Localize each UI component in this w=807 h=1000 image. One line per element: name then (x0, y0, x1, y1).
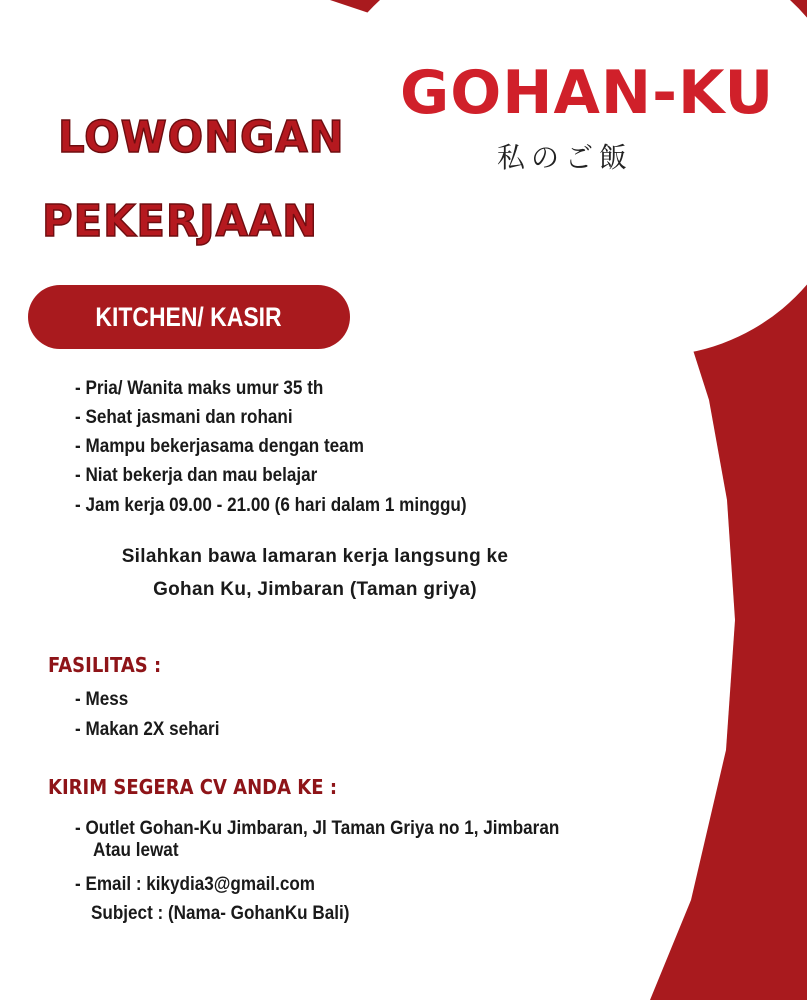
brand-tagline: 私のご飯 (497, 142, 634, 173)
list-item: - Mampu bekerjasama dengan team (75, 436, 364, 457)
email-text: - Email : kikydia3@gmail.com (75, 874, 316, 895)
instruction-line2: Gohan Ku, Jimbaran (Taman griya) (153, 579, 477, 600)
list-item: - Jam kerja 09.00 - 21.00 (6 hari dalam 1 minggu) (75, 495, 467, 516)
list-item: - Niat bekerja dan mau belajar (75, 465, 318, 486)
or-text: Atau lewat (93, 840, 179, 861)
list-item: - Sehat jasmani dan rohani (75, 407, 293, 428)
brand-logo: GOHAN-KU (400, 58, 775, 128)
headline-line2: PEKERJAAN (42, 196, 319, 247)
list-item: - Mess (75, 689, 129, 710)
send-cv-title: KIRIM SEGERA CV ANDA KE : (48, 775, 338, 799)
list-item: - Makan 2X sehari (75, 719, 220, 740)
position-label: KITCHEN/ KASIR (95, 301, 283, 332)
position-badge (28, 285, 350, 349)
instruction-line1: Silahkan bawa lamaran kerja langsung ke (121, 546, 509, 567)
facilities-title: FASILITAS : (48, 653, 162, 677)
list-item: - Pria/ Wanita maks umur 35 th (75, 378, 324, 399)
headline-line1: LOWONGAN (58, 112, 345, 163)
logo-circle (314, 0, 807, 356)
outlet-address: - Outlet Gohan-Ku Jimbaran, Jl Taman Griya no 1, Jimbaran (75, 818, 560, 839)
subject-text: Subject : (Nama- GohanKu Bali) (91, 903, 350, 924)
